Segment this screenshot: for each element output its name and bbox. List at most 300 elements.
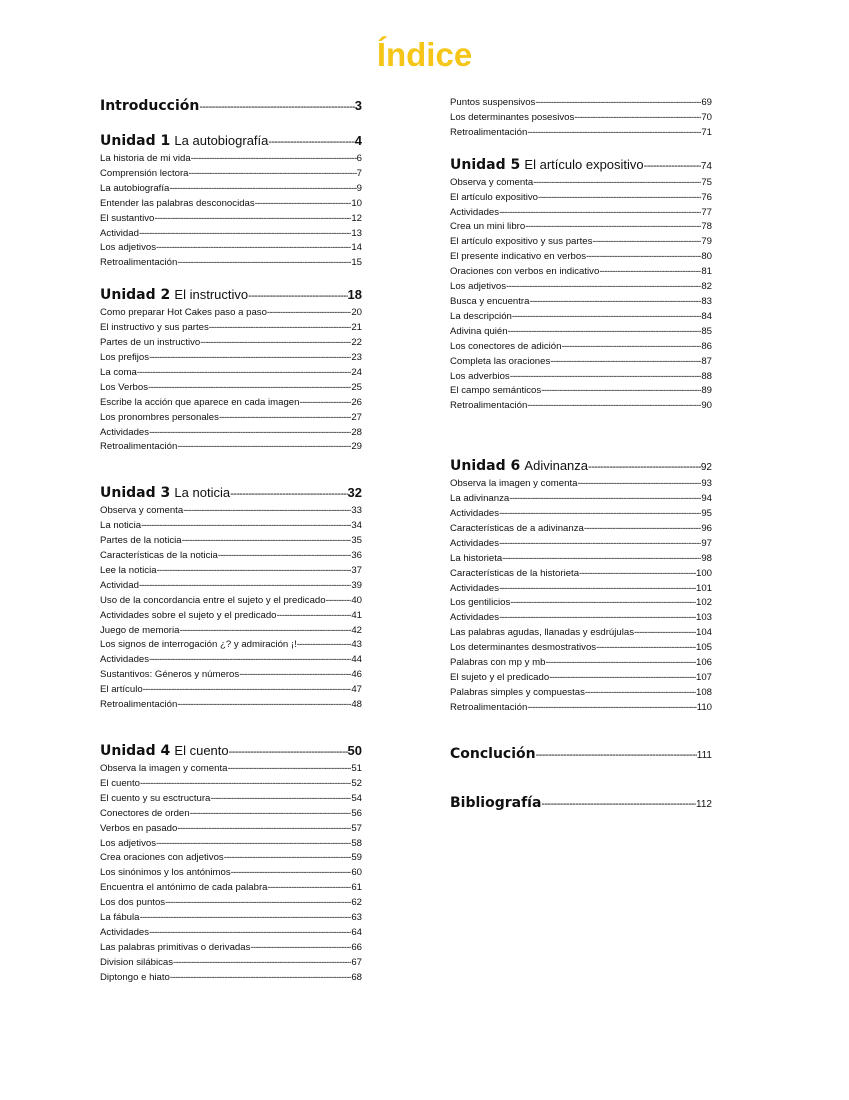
toc-entry-title: Actividades: [100, 654, 150, 666]
page-number: 57: [351, 822, 362, 834]
dash-leader: [525, 220, 701, 235]
toc-heading[interactable]: [100, 131, 362, 152]
dash-leader: [224, 851, 352, 866]
toc-entry[interactable]: [100, 638, 362, 653]
toc-entry[interactable]: [450, 310, 712, 325]
toc-entry[interactable]: [450, 250, 712, 265]
page-number: 22: [351, 337, 362, 349]
toc-entry-title: Partes de la noticia: [100, 535, 182, 547]
dash-leader: [191, 152, 357, 167]
page-number: 86: [701, 340, 712, 352]
page-number: 111: [696, 749, 712, 761]
toc-heading[interactable]: [450, 744, 712, 765]
dash-leader: [139, 579, 351, 594]
toc-entry-title: Observa y comenta: [450, 176, 534, 188]
heading-label: Unidad 5: [450, 156, 521, 173]
page-number: 24: [351, 366, 362, 378]
toc-entry-title: Actividades: [450, 206, 500, 218]
toc-entry[interactable]: [100, 792, 362, 807]
dash-leader: [506, 280, 701, 295]
page-number: 78: [701, 221, 712, 233]
toc-entry-title: Puntos suspensivos: [450, 97, 536, 108]
toc-entry-title: Los adjetivos: [100, 242, 156, 254]
toc-entry-title: Verbos en pasado: [100, 822, 178, 834]
toc-entry[interactable]: [100, 941, 362, 956]
page-number: 96: [701, 522, 712, 534]
toc-entry[interactable]: [100, 837, 362, 852]
toc-entry[interactable]: [450, 235, 712, 250]
dash-leader: [248, 287, 347, 306]
page-number: 79: [701, 236, 712, 248]
toc-entry-title: El artículo: [100, 684, 143, 696]
toc-entry[interactable]: [450, 399, 712, 414]
toc-entry[interactable]: [100, 807, 362, 822]
toc-entry[interactable]: [100, 866, 362, 881]
toc-entry[interactable]: [100, 321, 362, 336]
toc-entry[interactable]: [100, 579, 362, 594]
page-number: 56: [351, 807, 362, 819]
section-spacer: [450, 442, 712, 456]
page-number: 18: [347, 287, 362, 303]
toc-entry[interactable]: [450, 370, 712, 385]
page-number: 36: [351, 550, 362, 562]
page-number: 25: [351, 381, 362, 393]
page-number: 104: [695, 627, 712, 639]
toc-entry-title: Los pronombres personales: [100, 411, 219, 423]
page-number: 84: [701, 310, 712, 322]
toc-entry[interactable]: [100, 683, 362, 698]
page-number: 26: [351, 396, 362, 408]
toc-entry-title: Retroalimentación: [100, 257, 178, 269]
dash-leader: [326, 594, 352, 609]
dash-leader: [156, 241, 351, 256]
page-number: 13: [351, 227, 362, 239]
toc-entry[interactable]: [450, 582, 712, 597]
toc-entry[interactable]: [450, 492, 712, 507]
dash-leader: [297, 638, 352, 653]
toc-entry[interactable]: [450, 686, 712, 701]
dash-leader: [584, 522, 701, 537]
toc-entry-title: Escribe la acción que aparece en cada imagen: [100, 396, 300, 408]
dash-leader: [148, 381, 351, 396]
heading-title: Adivinanza: [524, 458, 589, 474]
dash-leader: [209, 321, 352, 336]
page-number: 3: [354, 98, 362, 113]
toc-entry-title: Observa y comenta: [100, 505, 184, 517]
toc-entry[interactable]: [450, 611, 712, 626]
toc-entry-title: El sujeto y el predicado: [450, 672, 550, 683]
page-number: 82: [701, 281, 712, 293]
toc-entry-title: Actividad: [100, 579, 139, 591]
dash-leader: [149, 926, 351, 941]
toc-entry[interactable]: [100, 822, 362, 837]
dash-leader: [231, 866, 352, 881]
section-spacer: [100, 713, 362, 741]
toc-entry[interactable]: [100, 227, 362, 242]
toc-entry[interactable]: [100, 564, 362, 579]
dash-leader: [499, 206, 701, 221]
toc-entry-title: El artículo expositivo: [450, 191, 538, 203]
toc-entry-title: Los prefijos: [100, 351, 150, 363]
toc-heading[interactable]: [450, 456, 712, 477]
toc-entry[interactable]: [450, 355, 712, 370]
dash-leader: [190, 807, 352, 822]
toc-entry[interactable]: [100, 411, 362, 426]
dash-leader: [527, 701, 696, 716]
page-number: 32: [347, 485, 362, 501]
page-number: 68: [351, 971, 362, 983]
page-number: 39: [351, 579, 362, 591]
page-number: 66: [351, 941, 362, 953]
toc-entry-title: Retroalimentación: [100, 441, 178, 453]
toc-entry-title: Actividades: [100, 926, 150, 938]
toc-entry-title: Observa la imagen y comenta: [100, 763, 228, 774]
toc-entry[interactable]: [450, 191, 712, 206]
section-spacer: [450, 141, 712, 155]
toc-entry[interactable]: [100, 519, 362, 534]
toc-entry[interactable]: [100, 956, 362, 971]
toc-entry-title: [100, 741, 229, 761]
toc-entry-title: Actividades: [450, 612, 500, 624]
page-number: 60: [351, 867, 362, 879]
toc-entry-title: Los signos de interrogación ¿? y admiración ¡!: [100, 639, 297, 651]
dash-leader: [634, 626, 696, 641]
toc-entry[interactable]: [100, 881, 362, 896]
toc-entry[interactable]: [100, 182, 362, 197]
page-number: 44: [351, 654, 362, 666]
page-number: 9: [356, 182, 362, 194]
dash-leader: [227, 762, 351, 777]
toc-entry[interactable]: [100, 351, 362, 366]
toc-heading[interactable]: [100, 96, 362, 117]
toc-entry-title: [450, 793, 541, 813]
toc-entry-title: La adivinanza: [450, 493, 510, 505]
toc-entry[interactable]: [100, 212, 362, 227]
toc-entry-title: El cuento y su esctructura: [100, 792, 211, 804]
dash-leader: [139, 227, 351, 242]
toc-entry-title: Entender las palabras desconocidas: [100, 197, 255, 209]
dash-leader: [586, 250, 701, 265]
heading-label: Bibliografía: [450, 794, 542, 811]
toc-entry-title: Los sinónimos y los antónimos: [100, 867, 231, 879]
toc-heading[interactable]: [450, 155, 712, 176]
toc-entry[interactable]: [100, 851, 362, 866]
toc-entry[interactable]: [100, 971, 362, 986]
dash-leader: [644, 157, 701, 176]
toc-entry-title: Actividades: [450, 508, 500, 520]
toc-entry[interactable]: [450, 220, 712, 235]
dash-leader: [170, 971, 351, 986]
toc-entry-title: Como preparar Hot Cakes paso a paso: [100, 307, 267, 319]
toc-entry-title: Retroalimentación: [450, 400, 528, 412]
toc-entry[interactable]: [450, 641, 712, 656]
heading-label: Unidad 6: [450, 458, 521, 475]
dash-leader: [541, 795, 696, 814]
dash-leader: [218, 549, 351, 564]
heading-label: Unidad 4: [100, 743, 171, 759]
toc-entry[interactable]: [450, 552, 712, 567]
toc-entry[interactable]: [450, 567, 712, 582]
dash-leader: [177, 698, 351, 713]
toc-entry[interactable]: [450, 384, 712, 399]
toc-entry[interactable]: [100, 549, 362, 564]
toc-entry[interactable]: [450, 522, 712, 537]
toc-entry[interactable]: [100, 366, 362, 381]
toc-entry-title: Los adjetivos: [450, 281, 506, 293]
toc-entry[interactable]: [450, 111, 712, 126]
page-number: 71: [701, 126, 712, 138]
heading-title: La noticia: [174, 485, 231, 501]
toc-entry-title: Lee la noticia: [100, 564, 157, 576]
toc-entry[interactable]: [100, 256, 362, 271]
toc-entry[interactable]: [100, 653, 362, 668]
toc-entry[interactable]: [100, 534, 362, 549]
toc-entry[interactable]: [100, 624, 362, 639]
toc-entry-title: Retroalimentación: [450, 701, 528, 713]
toc-entry[interactable]: [100, 336, 362, 351]
page-number: 61: [351, 882, 362, 894]
toc-entry[interactable]: [450, 96, 712, 111]
toc-entry[interactable]: [450, 477, 712, 492]
section-spacer: [100, 117, 362, 131]
dash-leader: [577, 477, 701, 492]
toc-entry-title: Retroalimentación: [450, 126, 528, 138]
dash-leader: [268, 133, 354, 152]
toc-entry[interactable]: [100, 396, 362, 411]
toc-entry[interactable]: [100, 306, 362, 321]
toc-entry[interactable]: [100, 698, 362, 713]
toc-entry-title: Actividades: [450, 582, 500, 594]
dash-leader: [508, 325, 702, 340]
toc-entry[interactable]: [450, 206, 712, 221]
toc-entry-title: Los adjetivos: [100, 837, 156, 849]
toc-entry[interactable]: [100, 668, 362, 683]
dash-leader: [143, 683, 352, 698]
toc-entry[interactable]: [100, 381, 362, 396]
page-number: 63: [351, 912, 362, 924]
toc-entry[interactable]: [450, 176, 712, 191]
page-number: 59: [351, 852, 362, 864]
page-number: 105: [695, 642, 712, 654]
dash-leader: [267, 881, 351, 896]
toc-entry[interactable]: [100, 241, 362, 256]
toc-entry-title: Juego de memoria: [100, 624, 180, 636]
page-number: 83: [701, 295, 712, 307]
toc-entry[interactable]: [450, 596, 712, 611]
toc-entry-title: El instructivo y sus partes: [100, 322, 209, 334]
dash-leader: [165, 896, 351, 911]
toc-entry-title: Los conectores de adición: [450, 340, 562, 352]
page-number: 110: [696, 701, 712, 713]
section-spacer: [450, 414, 712, 442]
toc-entry-title: [100, 285, 248, 305]
dash-leader: [499, 537, 701, 552]
toc-entry-title: Palabras con mp y mb: [450, 657, 546, 669]
toc-entry-title: La historia de mi vida: [100, 153, 191, 164]
page-number: 47: [351, 684, 362, 696]
dash-leader: [510, 596, 696, 611]
page-number: 42: [351, 624, 362, 636]
dash-leader: [588, 458, 701, 477]
toc-entry[interactable]: [100, 426, 362, 441]
page-number: 102: [695, 597, 712, 609]
dash-leader: [512, 310, 701, 325]
page-number: 108: [695, 686, 712, 698]
toc-entry[interactable]: [100, 197, 362, 212]
section-spacer: [450, 716, 712, 744]
page-number: 69: [701, 97, 712, 108]
toc-entry-title: El sustantivo: [100, 212, 155, 224]
toc-entry-title: El presente indicativo en verbos: [450, 251, 586, 263]
toc-entry-title: Crea oraciones con adjetivos: [100, 852, 224, 864]
page-number: 80: [701, 251, 712, 263]
toc-entry-title: Actividad: [100, 227, 139, 239]
toc-heading[interactable]: [100, 741, 362, 762]
toc-entry[interactable]: [100, 609, 362, 624]
heading-label: Unidad 1: [100, 133, 171, 149]
toc-entry-title: Observa la imagen y comenta: [450, 478, 578, 490]
dash-leader: [509, 492, 701, 507]
toc-entry-title: Características de la historieta: [450, 567, 580, 579]
dash-leader: [535, 96, 701, 111]
dash-leader: [599, 265, 701, 280]
page-number: 97: [701, 537, 712, 549]
page-number: 112: [696, 798, 712, 810]
dash-leader: [199, 98, 354, 117]
dash-leader: [173, 956, 351, 971]
page-number: 50: [347, 743, 362, 758]
page-number: 6: [356, 153, 362, 164]
toc-entry[interactable]: [450, 507, 712, 522]
page-number: 7: [356, 167, 362, 179]
heading-title: La autobiografía: [174, 133, 269, 148]
dash-leader: [230, 485, 347, 504]
dash-leader: [177, 256, 351, 271]
toc-entry-title: Actividades: [450, 537, 500, 549]
toc-entry[interactable]: [100, 440, 362, 455]
toc-heading[interactable]: [100, 285, 362, 306]
toc-entry[interactable]: [100, 167, 362, 182]
page-number: 64: [351, 926, 362, 938]
toc-entry-title: Encuentra el antónimo de cada palabra: [100, 882, 268, 894]
toc-entry[interactable]: [100, 926, 362, 941]
page-number: 34: [351, 520, 362, 532]
toc-entry-title: Las palabras agudas, llanadas y esdrújulas: [450, 627, 635, 639]
toc-entry[interactable]: [450, 537, 712, 552]
dash-leader: [527, 399, 701, 414]
dash-leader: [574, 111, 701, 126]
dash-leader: [219, 411, 351, 426]
dash-leader: [541, 384, 701, 399]
toc-entry[interactable]: [100, 152, 362, 167]
page-number: 67: [351, 956, 362, 968]
page-number: 20: [351, 307, 362, 319]
toc-entry[interactable]: [100, 896, 362, 911]
toc-entry-title: Características de a adivinanza: [450, 522, 584, 534]
page-number: 101: [695, 582, 712, 594]
dash-leader: [210, 792, 351, 807]
dash-leader: [169, 182, 356, 197]
toc-entry-title: [100, 131, 268, 151]
page-number: 43: [351, 639, 362, 651]
toc-entry[interactable]: [450, 265, 712, 280]
toc-column-left: [100, 96, 362, 986]
toc-entry-title: Comprensión lectora: [100, 167, 189, 179]
toc-entry-title: [450, 155, 644, 175]
dash-leader: [200, 336, 351, 351]
heading-title: El artículo expositivo: [524, 156, 644, 172]
page-number: 89: [701, 385, 712, 397]
page-number: 54: [351, 792, 362, 804]
toc-entry[interactable]: [450, 126, 712, 141]
page-number: 28: [351, 426, 362, 438]
toc-heading[interactable]: [100, 483, 362, 504]
page-number: 62: [351, 897, 362, 909]
toc-entry[interactable]: [450, 671, 712, 686]
page-number: 90: [701, 400, 712, 412]
toc-entry[interactable]: [100, 762, 362, 777]
page-number: 12: [351, 212, 362, 224]
dash-leader: [510, 370, 702, 385]
toc-entry[interactable]: [100, 911, 362, 926]
toc-entry-title: La noticia: [100, 520, 142, 532]
dash-leader: [139, 911, 351, 926]
heading-label: Introducción: [100, 98, 200, 114]
page-number: 81: [701, 266, 712, 278]
page-number: 85: [701, 325, 712, 337]
toc-entry-title: Los adverbios: [450, 370, 510, 382]
toc-entry[interactable]: [100, 504, 362, 519]
dash-leader: [137, 366, 352, 381]
page-number: 100: [695, 567, 712, 579]
dash-leader: [585, 686, 696, 701]
toc-entry[interactable]: [450, 280, 712, 295]
section-spacer: [100, 455, 362, 483]
toc-entry[interactable]: [450, 626, 712, 641]
toc-entry[interactable]: [100, 777, 362, 792]
page-number: 76: [701, 191, 712, 203]
dash-leader: [579, 567, 696, 582]
dash-leader: [499, 507, 701, 522]
dash-leader: [267, 306, 351, 321]
dash-leader: [149, 653, 351, 668]
toc-entry[interactable]: [450, 701, 712, 716]
toc-entry-title: Busca y encuentra: [450, 295, 530, 307]
toc-entry[interactable]: [450, 325, 712, 340]
page-number: 98: [701, 552, 712, 564]
toc-entry-title: [450, 456, 588, 476]
dash-leader: [141, 519, 351, 534]
page-number: 106: [695, 657, 712, 669]
toc-entry-title: El artículo expositivo y sus partes: [450, 236, 593, 248]
dash-leader: [140, 777, 351, 792]
page-number: 88: [701, 370, 712, 382]
page-number: 77: [701, 206, 712, 218]
toc-heading[interactable]: [450, 793, 712, 814]
toc-entry-title: Crea un mini libro: [450, 221, 526, 233]
toc-entry-title: Division silábicas: [100, 956, 174, 968]
toc-entry-title: Palabras simples y compuestas: [450, 686, 585, 698]
toc-entry[interactable]: [450, 656, 712, 671]
toc-entry[interactable]: [450, 295, 712, 310]
toc-entry[interactable]: [450, 340, 712, 355]
toc-entry-title: Oraciones con verbos en indicativo: [450, 266, 600, 278]
toc-entry-title: La fábula: [100, 912, 140, 924]
toc-entry[interactable]: [100, 594, 362, 609]
dash-leader: [592, 235, 701, 250]
toc-entry-title: La coma: [100, 366, 137, 378]
toc-entry-title: Características de la noticia: [100, 550, 218, 562]
